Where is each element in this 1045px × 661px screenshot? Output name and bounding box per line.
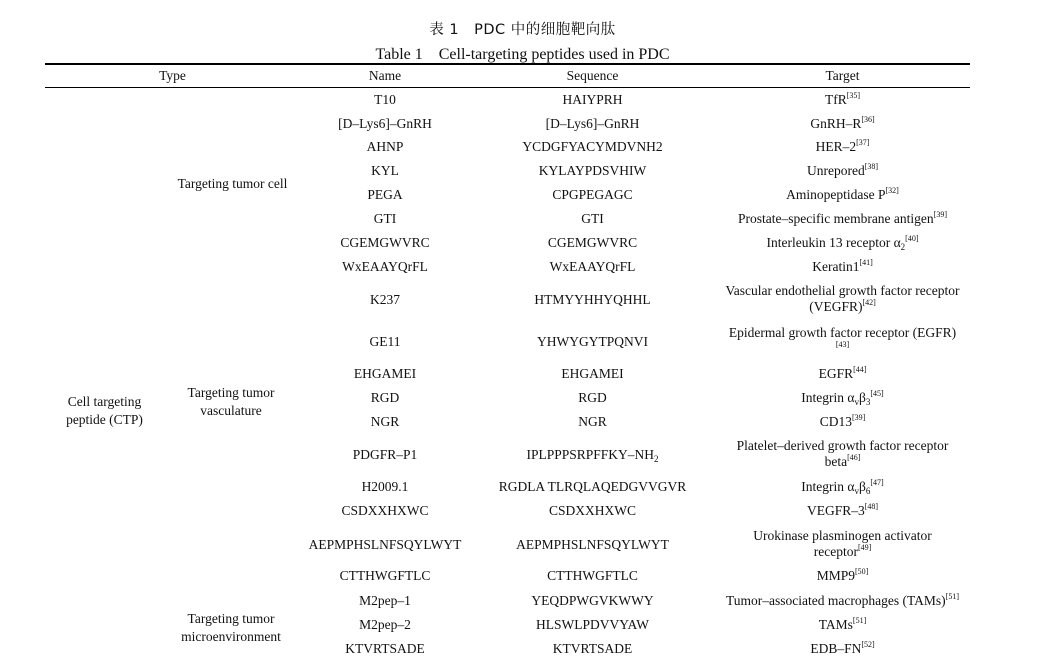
sequence-text: CTTHWGFTLC (547, 568, 638, 583)
header-type: Type (159, 68, 186, 83)
header-rule (45, 87, 970, 88)
citation-ref: [44] (853, 365, 867, 374)
row-name: PDGFR–P1 (352, 447, 418, 462)
citation-ref: [36] (861, 115, 875, 124)
row-sequence (480, 593, 705, 609)
row-sequence (480, 235, 705, 251)
target-text: VEGFR–3 (806, 503, 865, 518)
row-name: RGD (370, 390, 400, 405)
sequence-text: RGDLA TLRQLAQEDGVVGVR (498, 479, 687, 494)
top-rule (45, 63, 970, 65)
row-target (710, 325, 975, 349)
row-name: AEPMPHSLNFSQYLWYT (308, 537, 462, 552)
row-target (710, 438, 975, 470)
row-name: T10 (374, 92, 396, 107)
citation-ref: [39] (851, 413, 866, 422)
target-text: TAMs (818, 617, 853, 632)
row-target (710, 414, 975, 430)
row-target (710, 92, 975, 108)
row-target (710, 503, 975, 519)
row-sequence (480, 537, 705, 553)
sequence-text: WxEAAYQrFL (549, 259, 636, 274)
row-sequence (480, 163, 705, 179)
target-subscript: 6 (865, 486, 871, 496)
target-text: MMP9 (816, 568, 855, 583)
target-text: EDB–FN (810, 641, 862, 656)
target-beta: β (858, 479, 866, 494)
citation-ref: [48] (864, 502, 879, 511)
row-name: EHGAMEI (353, 366, 417, 381)
row-name: AHNP (366, 139, 404, 154)
row-name: CGEMGWVRC (340, 235, 430, 250)
citation-ref: [41] (859, 258, 873, 267)
target-line-2: (VEGFR) (809, 299, 863, 314)
row-sequence (480, 259, 705, 275)
target-subscript: 2 (900, 242, 906, 252)
row-name: CTTHWGFTLC (339, 568, 431, 583)
citation-ref: [38] (864, 162, 879, 171)
row-name: H2009.1 (361, 479, 409, 494)
group-tumor-vasculature: Targeting tumor vasculature (187, 385, 275, 418)
sequence-text: HTMYYHHYQHHL (534, 292, 651, 307)
sequence-text: GTI (581, 211, 604, 226)
sequence-text: CSDXXHXWC (548, 503, 636, 518)
citation-ref: [43] (835, 340, 850, 349)
row-target (710, 568, 975, 584)
row-target (710, 211, 975, 227)
target-line-2: receptor (813, 544, 858, 559)
row-sequence (480, 568, 705, 584)
sequence-text: CPGPEGAGC (552, 187, 633, 202)
category-label: Cell targeting peptide (CTP) (66, 394, 143, 427)
header-target: Target (825, 68, 860, 83)
citation-ref: [52] (861, 640, 875, 649)
row-sequence (480, 116, 705, 132)
row-name: CSDXXHXWC (341, 503, 429, 518)
sequence-text: EHGAMEI (561, 366, 624, 381)
row-target (710, 235, 975, 251)
target-text: EGFR (818, 366, 854, 381)
target-text: Unrepored (806, 163, 865, 178)
row-target (710, 163, 975, 179)
citation-ref: [35] (846, 91, 861, 100)
row-target (710, 139, 975, 155)
row-target (710, 641, 975, 657)
row-target (710, 259, 975, 275)
row-sequence (480, 641, 705, 657)
sequence-text: YHWYGYTPQNVI (537, 334, 648, 349)
row-sequence (480, 211, 705, 227)
row-target (710, 617, 975, 633)
sequence-text: HLSWLPDVVYAW (536, 617, 649, 632)
row-name: WxEAAYQrFL (342, 259, 428, 274)
row-name: KYL (371, 163, 399, 178)
row-sequence (480, 447, 705, 463)
target-line-1: Epidermal growth factor receptor (EGFR) (728, 325, 957, 340)
citation-ref: [50] (854, 567, 869, 576)
citation-ref: [42] (862, 298, 876, 307)
sequence-text: KTVRTSADE (552, 641, 633, 656)
table-caption-en: Table 1 Cell-targeting peptides used in PDC (375, 46, 670, 63)
citation-ref: [37] (856, 138, 870, 147)
target-line-1: Vascular endothelial growth factor receptor (725, 283, 960, 298)
row-sequence (480, 187, 705, 203)
citation-ref: [47] (870, 478, 884, 487)
citation-ref: [39] (933, 210, 947, 219)
target-text: Integrin α (801, 390, 855, 405)
target-subscript: v (854, 397, 859, 407)
target-subscript: 3 (865, 397, 871, 407)
target-text: TfR (824, 92, 847, 107)
group-tumor-microenvironment: Targeting tumor microenvironment (181, 611, 281, 644)
sequence-text: IPLPPPSRPFFKY–NH (526, 447, 655, 462)
row-target (710, 528, 975, 560)
row-target (710, 366, 975, 382)
sequence-text: YEQDPWGVKWWY (531, 593, 654, 608)
target-text: Tumor–associated macrophages (TAMs) (726, 593, 946, 608)
citation-ref: [32] (885, 186, 899, 195)
row-target (710, 283, 975, 315)
row-target (710, 479, 975, 495)
row-name: NGR (370, 414, 400, 429)
citation-ref: [45] (870, 389, 884, 398)
row-target (710, 593, 975, 609)
group-tumor-cell: Targeting tumor cell (177, 176, 288, 191)
target-text: Aminopeptidase P (786, 187, 886, 202)
target-line-1: Urokinase plasminogen activator (753, 528, 932, 543)
sequence-text: KYLAYPDSVHIW (538, 163, 647, 178)
row-sequence (480, 366, 705, 382)
target-text: HER–2 (815, 139, 857, 154)
target-text: Integrin α (801, 479, 855, 494)
target-line-1: Platelet–derived growth factor receptor (736, 438, 949, 453)
row-name: GE11 (369, 334, 401, 349)
header-name: Name (368, 68, 402, 83)
target-text: Keratin1 (812, 259, 860, 274)
target-line-2: beta (824, 454, 848, 469)
row-name: GTI (373, 211, 397, 226)
row-sequence (480, 139, 705, 155)
citation-ref: [51] (852, 616, 867, 625)
row-sequence (480, 390, 705, 406)
sequence-text: CGEMGWVRC (547, 235, 638, 250)
row-sequence (480, 479, 705, 495)
target-text: GnRH–R (810, 116, 862, 131)
row-sequence (480, 334, 705, 350)
citation-ref: [49] (857, 543, 872, 552)
row-target (710, 116, 975, 132)
sequence-text: AEPMPHSLNFSQYLWYT (516, 537, 669, 552)
row-sequence (480, 92, 705, 108)
citation-ref: [46] (847, 453, 861, 462)
row-name: [D–Lys6]–GnRH (338, 116, 432, 131)
target-subscript: v (854, 486, 859, 496)
target-beta: β (858, 390, 866, 405)
table-caption-cn: 表 1 PDC 中的细胞靶向肽 (429, 22, 616, 38)
sequence-text: HAIYPRH (562, 92, 623, 107)
target-text: Prostate–specific membrane antigen (737, 211, 934, 226)
row-sequence (480, 414, 705, 430)
sequence-text: YCDGFYACYMDVNH2 (522, 139, 663, 154)
row-sequence (480, 503, 705, 519)
sequence-text: RGD (578, 390, 607, 405)
sequence-text: NGR (578, 414, 607, 429)
row-name: M2pep–2 (359, 617, 411, 632)
row-target (710, 187, 975, 203)
row-name: M2pep–1 (359, 593, 411, 608)
row-name: K237 (370, 292, 400, 307)
row-target (710, 390, 975, 406)
row-sequence (480, 617, 705, 633)
citation-ref: [40] (905, 234, 919, 243)
target-text: Interleukin 13 receptor α (766, 235, 901, 250)
sequence-text: [D–Lys6]–GnRH (545, 116, 640, 131)
sequence-subscript: 2 (654, 454, 659, 464)
header-sequence: Sequence (566, 68, 619, 83)
target-text: CD13 (819, 414, 852, 429)
citation-ref: [51] (945, 592, 959, 601)
row-name: KTVRTSADE (345, 641, 425, 656)
row-name: PEGA (367, 187, 403, 202)
row-sequence (480, 292, 705, 308)
